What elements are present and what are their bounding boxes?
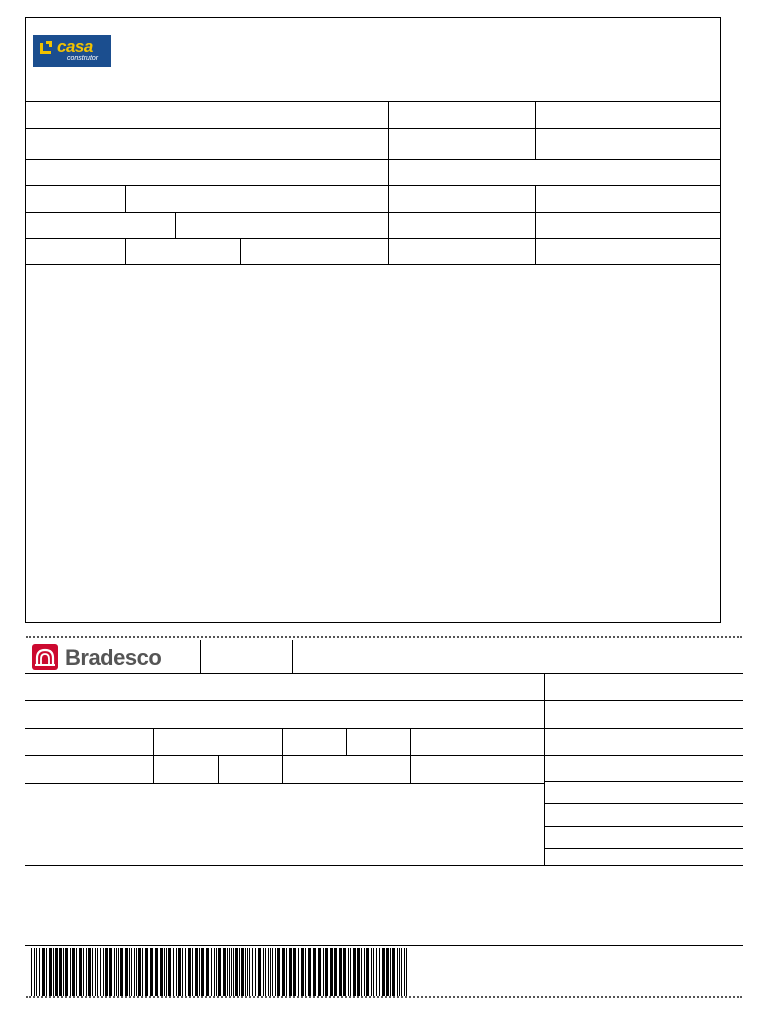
cut-line [26,996,742,998]
receipt-col-line [535,101,536,159]
receipt-row-line [25,238,721,239]
receipt-col-line [125,185,126,212]
slip-row-line [544,781,743,782]
receipt-col-line [240,238,241,264]
slip-col-line [218,755,219,783]
bradesco-wordmark: Bradesco [65,645,162,670]
slip-row-line [544,803,743,804]
slip-col-line [346,728,347,755]
bradesco-logo [32,643,168,673]
receipt-col-line [175,212,176,238]
slip-col-line [282,728,283,783]
slip-header-divider [200,640,201,673]
slip-row-line [25,673,743,674]
bradesco-mark-icon [32,644,58,670]
cut-line [26,636,742,638]
slip-row-line [544,826,743,827]
logo-mark-detail [46,41,52,47]
receipt-col-line [388,101,389,264]
slip-row-line [25,865,743,866]
slip-row-line [544,848,743,849]
slip-row-line [25,728,743,729]
receipt-col-line [125,238,126,264]
slip-row-line [25,700,743,701]
receipt-row-line [25,159,721,160]
slip-row-line [25,945,743,946]
logo-text-bottom: construtor [67,55,99,62]
receipt-row-line [25,128,721,129]
slip-right-column-line [544,673,545,865]
slip-row-line [25,755,743,756]
logo-text-top: casa [57,37,93,56]
receipt-row-line [25,212,721,213]
slip-col-line [153,728,154,783]
slip-row-line [25,783,544,784]
receipt-col-line [535,185,536,264]
slip-header-divider [292,640,293,673]
receipt-row-line [25,264,721,265]
bradesco-tree-icon [32,644,58,670]
casa-construtor-logo [33,35,111,67]
slip-col-line [410,728,411,783]
receipt-row-line [25,185,721,186]
receipt-frame [25,17,721,623]
barcode-icon [31,948,411,996]
receipt-row-line [25,101,721,102]
